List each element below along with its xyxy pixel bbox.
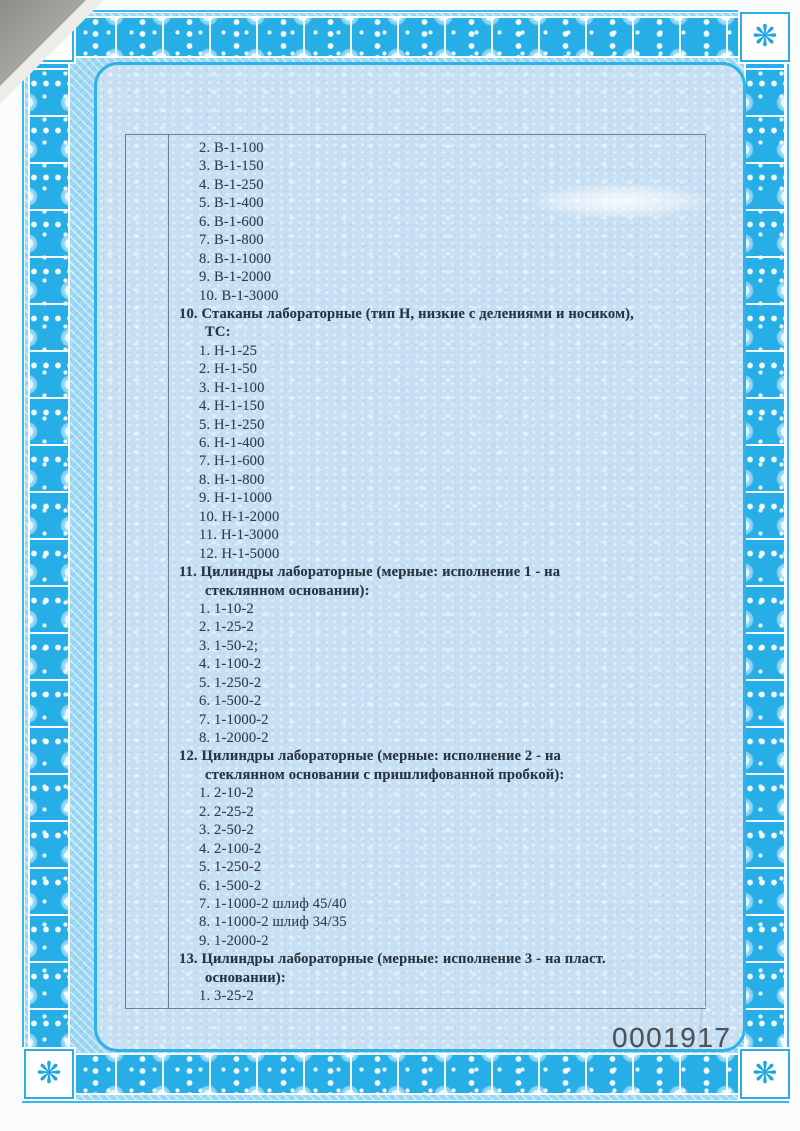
item-list xyxy=(125,139,725,1006)
list-item: 7. 1-1000-2 шлиф 45/40 xyxy=(199,895,347,912)
list-item: 1. 3-25-2 xyxy=(199,988,254,1005)
corner-ornament-glyph: ❋ xyxy=(752,1056,778,1091)
list-item: 6. В-1-600 xyxy=(199,213,264,230)
list-item: 5. 1-250-2 xyxy=(199,674,262,691)
list-item: 7. 1-1000-2 xyxy=(199,711,269,728)
list-item: 10. Н-1-2000 xyxy=(199,508,280,525)
list-item: 5. В-1-400 xyxy=(199,195,264,212)
corner-ornament-icon xyxy=(740,1049,790,1099)
section-title-continuation: стеклянном основании с пришлифованной пробкой): xyxy=(205,766,565,783)
corner-ornament-glyph: ❋ xyxy=(36,1056,62,1091)
list-item: 6. Н-1-400 xyxy=(199,435,265,451)
list-item: 9. В-1-2000 xyxy=(199,269,272,286)
list-item: 5. 1-250-2 xyxy=(199,859,262,876)
list-item: 4. 2-100-2 xyxy=(199,840,262,857)
corner-ornament-icon xyxy=(24,1049,74,1099)
corner-ornament-icon xyxy=(740,12,790,62)
list-item: 8. Н-1-800 xyxy=(199,471,265,488)
section-title-continuation: стеклянном основании): xyxy=(205,582,370,599)
list-item: 1. 2-10-2 xyxy=(199,785,254,802)
list-item: 4. 1-100-2 xyxy=(199,656,262,673)
list-item: 6. 1-500-2 xyxy=(199,693,262,710)
section-title: 10. Стаканы лабораторные (тип Н, низкие с делениями и носиком), xyxy=(179,305,634,322)
section-title: 11. Цилиндры лабораторные (мерные: исполнение 1 - на xyxy=(179,564,561,581)
list-item: 2. В-1-100 xyxy=(199,140,264,156)
list-item: 8. 1-1000-2 шлиф 34/35 xyxy=(199,914,347,931)
list-item: 12. Н-1-5000 xyxy=(199,545,280,562)
list-item: 3. 1-50-2; xyxy=(199,637,259,654)
section-title-continuation: ТС: xyxy=(205,324,231,341)
section-title: 12. Цилиндры лабораторные (мерные: исполнение 2 - на xyxy=(179,748,561,765)
list-item: 1. Н-1-25 xyxy=(199,342,258,359)
list-item: 3. Н-1-100 xyxy=(199,379,265,396)
list-item: 11. Н-1-3000 xyxy=(199,527,279,544)
list-item: 5. Н-1-250 xyxy=(199,416,265,433)
ornament-band-top xyxy=(68,16,742,58)
ornament-band-bottom xyxy=(68,1053,742,1095)
ornament-band-right xyxy=(744,56,786,1057)
list-item: 6. 1-500-2 xyxy=(199,877,262,894)
serial-number: 0001917 xyxy=(612,1022,732,1053)
list-item: 1. 1-10-2 xyxy=(199,600,254,617)
section-title-continuation: основании): xyxy=(205,969,286,986)
table-border-top xyxy=(125,134,706,135)
list-item: 9. 1-2000-2 xyxy=(199,932,269,949)
list-item: 9. Н-1-1000 xyxy=(199,490,272,507)
list-item: 3. 2-50-2 xyxy=(199,822,254,839)
list-item: 3. В-1-150 xyxy=(199,158,264,175)
table-border-bottom xyxy=(125,1008,706,1009)
list-item: 4. В-1-250 xyxy=(199,176,264,193)
list-item: 4. Н-1-150 xyxy=(199,398,265,415)
corner-ornament-glyph: ❋ xyxy=(752,19,778,54)
list-item: 10. В-1-3000 xyxy=(199,287,279,304)
section-title: 13. Цилиндры лабораторные (мерные: исполнение 3 - на пласт. xyxy=(179,951,606,968)
list-item: 2. Н-1-50 xyxy=(199,361,258,378)
list-item: 7. Н-1-600 xyxy=(199,453,265,470)
list-item: 8. В-1-1000 xyxy=(199,250,272,267)
list-item: 8. 1-2000-2 xyxy=(199,730,269,746)
list-item: 2. 2-25-2 xyxy=(199,803,254,820)
ornament-band-left xyxy=(28,56,70,1057)
list-item: 2. 1-25-2 xyxy=(199,619,254,636)
list-item: 7. В-1-800 xyxy=(199,232,264,249)
